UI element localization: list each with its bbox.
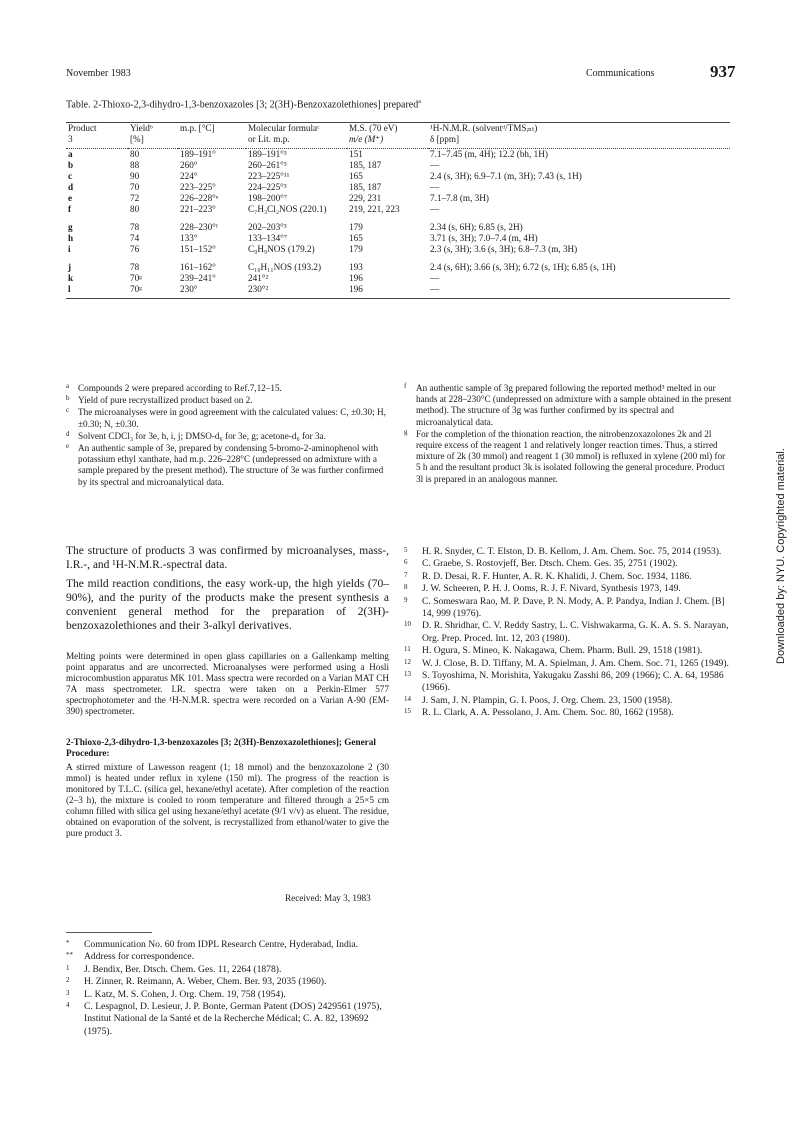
reference-item-mark: 10 [404, 620, 411, 629]
reference-item [404, 620, 732, 645]
col-header-formula: Molecular formulaᶜ or Lit. m.p. [246, 123, 347, 149]
page-number: 937 [710, 62, 736, 81]
cell-nmr: 2.3 (s, 3H); 3.6 (s, 3H); 6.8–7.3 (m, 3H) [430, 244, 578, 254]
table-footnote-mark: g [404, 427, 408, 436]
table-footnote [404, 383, 732, 428]
reference-item-text: R. D. Desai, R. F. Hunter, A. R. K. Khalidi, J. Chem. Soc. 1934, 1186. [422, 570, 692, 582]
footnote-item-mark: 3 [66, 988, 70, 997]
reference-item [404, 670, 732, 695]
cell-ms: 196 [349, 273, 363, 283]
cell-nmr: 2.34 (s, 6H); 6.85 (s, 2H) [430, 222, 523, 232]
paragraph-structure: The structure of products 3 was confirmed by microanalyses, mass-, I.R.-, and ¹H-N.M.R.-spectral data. [66, 545, 389, 571]
paragraph-conclusion: The mild reaction conditions, the easy work-up, the high yields (70–90%), and the purity of the products make the present synthesis a convenient general method for the preparation of 2(3H)-benzoxazolethiones and their 3-alkyl derivatives. [66, 578, 389, 632]
cell-ms: 165 [349, 171, 363, 181]
col-header-ms: M.S. (70 eV) m/e (M⁺) [347, 123, 428, 149]
reference-item-text: R. L. Clark, A. A. Pessolano, J. Am. Chem. Soc. 80, 1662 (1958). [422, 707, 674, 719]
cell-lit: C₉H₉NOS (179.2) [248, 244, 315, 254]
footnote-item-text: L. Katz, M. S. Cohen, J. Org. Chem. 19, 758 (1954). [84, 988, 286, 1000]
cell-nmr: — [428, 284, 730, 299]
table-footnote-text: Yield of pure recrystallized product based on 2. [78, 395, 253, 406]
cell-lit: 223–225°¹¹ [248, 171, 290, 181]
reference-item-mark: 6 [404, 558, 408, 567]
reference-item-text: H. Ogura, S. Mineo, K. Nakagawa, Chem. Pharm. Bull. 29, 1518 (1981). [422, 645, 703, 657]
table-row [66, 255, 730, 273]
cell-product: d [68, 182, 74, 192]
cell-product: h [68, 233, 74, 243]
cell-ms: 179 [349, 244, 363, 254]
cell-yield: 78 [130, 222, 140, 232]
cell-ms: 229, 231 [349, 193, 382, 203]
cell-nmr: 3.71 (s, 3H); 7.0–7.4 (m, 4H) [430, 233, 538, 243]
footnote-item [66, 1001, 388, 1038]
footnote-item-mark: 2 [66, 976, 70, 985]
table-row [66, 233, 730, 244]
cell-yield: 72 [130, 193, 140, 203]
footnote-item-text: C. Lespagnol, D. Lesieur, J. P. Bonte, German Patent (DOS) 2429561 (1975), Institut National de la Santé et de la Recherche Médical; C. A. 82, 139692 (1975). [84, 1001, 382, 1037]
cell-mp: 223–225° [180, 182, 216, 192]
cell-lit: 202–203°³ [248, 222, 287, 232]
cell-yield: 78 [130, 262, 140, 272]
table-row [66, 273, 730, 284]
cell-lit: 241°² [248, 273, 269, 283]
cell-product: g [68, 222, 73, 232]
cell-lit: C₁₀H₁₁NOS (193.2) [248, 262, 322, 272]
reference-item [404, 645, 732, 657]
table-footnote-mark: b [66, 394, 70, 403]
reference-item-mark: 7 [404, 570, 408, 579]
cell-nmr: 7.1–7.8 (m, 3H) [430, 193, 489, 203]
table-footnote [66, 407, 388, 429]
cell-product: f [68, 204, 72, 214]
reference-item-text: J. Sam, J. N. Plampin, G. I. Poos, J. Org. Chem. 23, 1500 (1958). [422, 694, 673, 706]
cell-nmr: — [430, 273, 440, 283]
cell-ms: 165 [349, 233, 363, 243]
reference-item-text: D. R. Shridhar, C. V. Reddy Sastry, L. C. Vishwakarma, G. K. A. S. S. Narayan, Org. Prep. Proced. Int. 12, 203 (1980). [422, 620, 729, 644]
reference-item-mark: 9 [404, 595, 408, 604]
table-footnote-mark: f [404, 382, 407, 390]
table-caption-text: Table. 2-Thioxo-2,3-dihydro-1,3-benzoxazoles [3; 2(3H)-Benzoxazolethiones] prepared [66, 99, 419, 111]
footnote-item-mark: * [66, 939, 70, 947]
table-footnote-text: An authentic sample of 3g prepared following the reported method³ melted in our hands at 228–230°C (undepressed on admixture with a sample obtained in the present method). The structure of 3g was further confirmed by its spectral and microanalytical data. [416, 383, 732, 427]
footnote-item-text: Address for correspondence. [84, 951, 195, 963]
cell-ms: 219, 221, 223 [349, 204, 400, 214]
reference-item-mark: 5 [404, 546, 408, 554]
cell-mp: 151–152° [180, 244, 216, 254]
reference-item [404, 695, 732, 707]
table-row [66, 215, 730, 233]
cell-lit: 189–191°³ [248, 149, 287, 159]
reference-item-mark: 12 [404, 657, 411, 666]
cell-ms: 185, 187 [349, 182, 382, 192]
reference-item-mark: 8 [404, 583, 408, 592]
footnote-item [66, 939, 388, 951]
cell-product: k [68, 273, 74, 283]
table-footnote-text: An authentic sample of 3e, prepared by condensing 5-bromo-2-aminophenol with potassium ethyl xanthate, had m.p. 226–228°C (undepressed on admixture with a sample prepared by the present method). The structure of 3e was further confirmed by its spectral and microanalytical data. [78, 443, 384, 487]
cell-yield: 70ᵍ [130, 273, 142, 283]
footnote-item-text: H. Zinner, R. Reimann, A. Weber, Chem. Ber. 93, 2035 (1960). [84, 976, 327, 988]
header-section: Communications [586, 68, 655, 79]
col-header-yield: Yieldᵇ [%] [128, 123, 178, 149]
reference-item-text: C. Someswara Rao, M. P. Dave, P. N. Mody, A. P. Pandya, Indian J. Chem. [B] 14, 999 (1976). [422, 595, 725, 620]
cell-yield: 76 [130, 244, 140, 254]
table-caption-mark: a [418, 99, 421, 105]
cell-lit: 224–225°³ [248, 182, 287, 192]
footnote-item-mark: 4 [66, 1001, 70, 1010]
cell-ms: 196 [347, 284, 428, 299]
cell-yield: 90 [130, 171, 140, 181]
cell-ms: 185, 187 [349, 160, 382, 170]
footnote-item-text: J. Bendix, Ber. Dtsch. Chem. Ges. 11, 2264 (1878). [84, 963, 282, 975]
cell-lit: 198–200°⁷ [248, 193, 288, 203]
cell-mp: 230° [178, 284, 246, 299]
cell-lit: 260–261°³ [248, 160, 287, 170]
cell-nmr: 2.4 (s, 6H); 3.66 (s, 3H); 6.72 (s, 1H); 6.85 (s, 1H) [430, 262, 616, 272]
reference-item-mark: 11 [404, 645, 411, 654]
reference-item-mark: 13 [404, 670, 411, 679]
footnote-item-mark: 1 [66, 963, 70, 972]
table-footnote-text: Compounds 2 were prepared according to Ref.7,12–15. [78, 383, 282, 393]
cell-mp: 239–241° [180, 273, 216, 283]
cell-mp: 260° [180, 160, 198, 170]
table-footnote [404, 429, 732, 485]
table-row [66, 160, 730, 171]
reference-item [404, 571, 732, 583]
table-row [66, 244, 730, 255]
reference-item-text: H. R. Snyder, C. T. Elston, D. B. Kellom, J. Am. Chem. Soc. 75, 2014 (1953). [422, 546, 722, 557]
footnote-item-mark: ** [66, 951, 73, 960]
cell-nmr: 2.4 (s, 3H); 6.9–7.1 (m, 3H); 7.43 (s, 1H) [430, 171, 582, 181]
reference-item [404, 546, 732, 558]
cell-mp: 224° [180, 171, 198, 181]
table-footnote-mark: a [66, 382, 70, 390]
reference-item-text: C. Graebe, S. Rostovjeff, Ber. Dtsch. Chem. Ges. 35, 2751 (1902). [422, 558, 678, 570]
reference-item [404, 658, 732, 670]
footnote-item-text: Communication No. 60 from IDPL Research Centre, Hyderabad, India. [84, 939, 359, 950]
cell-lit: 133–134°⁷ [248, 233, 288, 243]
table-footnote [66, 443, 388, 488]
download-watermark: Downloaded by: NYU. Copyrighted material. [775, 448, 787, 664]
cell-yield: 74 [130, 233, 140, 243]
cell-yield: 80 [130, 149, 140, 159]
table-row [66, 193, 730, 204]
references-right [404, 546, 732, 720]
cell-product: l [66, 284, 128, 299]
cell-nmr: — [430, 204, 440, 214]
cell-product: b [68, 160, 74, 170]
cell-product: i [68, 244, 71, 254]
table-footnote-text: Solvent CDCl₃ for 3e, h, i, j; DMSO-d₆ for 3e, g; acetone-d₆ for 3a. [78, 430, 326, 441]
reference-item-mark: 15 [404, 707, 411, 716]
table-row [66, 171, 730, 182]
table-row [66, 284, 730, 299]
footnote-item [66, 951, 388, 963]
footnote-divider [66, 932, 152, 933]
table-row [66, 149, 730, 161]
footnote-item [66, 989, 388, 1001]
cell-product: a [68, 149, 73, 159]
table-footnote-text: For the completion of the thionation reaction, the nitrobenzoxazolones 2k and 2l require excess of the reagent 1 and relatively longer reaction times. Thus, a stirred mixture of 2k (30 mmol) and reagent 1 (30 mmol) is refluxed in xylene (200 ml) for 5 h and the resultant product 3k is isolated following the general procedure. Product 3l is prepared in an analogous manner. [416, 428, 726, 484]
cell-ms: 151 [349, 149, 363, 159]
reference-item-text: J. W. Scheeren, P. H. J. Ooms, R. J. F. Nivard, Synthesis 1973, 149. [422, 583, 681, 595]
cell-lit: 230°² [246, 284, 347, 299]
procedure-title: 2-Thioxo-2,3-dihydro-1,3-benzoxazoles [3; 2(3H)-Benzoxazolethiones]; General Procedure: [66, 737, 376, 758]
col-header-product: Product 3 [66, 123, 128, 149]
table-footnote [66, 383, 388, 394]
table-row [66, 182, 730, 193]
reference-item [404, 596, 732, 621]
reference-item-mark: 14 [404, 694, 411, 703]
cell-product: j [68, 262, 72, 272]
bottom-notes [66, 939, 388, 1038]
footnote-item [66, 964, 388, 976]
reference-item [404, 558, 732, 570]
footnote-item [66, 976, 388, 988]
cell-mp: 228–230°ᶠ [180, 222, 218, 232]
paragraph-procedure: A stirred mixture of Lawesson reagent (1; 18 mmol) and the benzoxazolone 2 (30 mmol) is heated under reflux in xylene (150 ml). The progress of the reaction is monitored by T.L.C. (silica gel, hexane/ethyl acetate). After completion of the reaction (2–3 h), the mixture is cooled to room temperature and filtered through a 25×5 cm column filled with silica gel using hexane/ethyl acetate (9/1 v/v) as eluent. The residue, obtained on evaporation of the solvent, is recrystallized from ethanol/water to give the pure product 3. [66, 762, 389, 838]
received-date: Received: May 3, 1983 [285, 893, 371, 903]
table-footnotes-left [66, 383, 388, 489]
cell-yield: 80 [130, 204, 140, 214]
cell-ms: 179 [349, 222, 363, 232]
cell-mp: 226–228°ᵉ [180, 193, 219, 203]
table-footnote-text: The microanalyses were in good agreement with the calculated values: C, ±0.30; H, ±0.30; N, ±0.30. [78, 407, 386, 429]
reference-item [404, 707, 732, 719]
table-caption [66, 99, 421, 110]
cell-yield: 88 [130, 160, 140, 170]
table-footnote-mark: d [66, 429, 70, 438]
cell-nmr: — [430, 182, 440, 192]
header-date: November 1983 [66, 68, 131, 79]
table-footnote [66, 395, 388, 406]
paragraph-experimental: Melting points were determined in open glass capillaries on a Gallenkamp melting point apparatus and are uncorrected. Microanalyses were performed using a Hosli microcombustion apparatus MK 101. Mass spectra were recorded on a Varian MAT CH 7A mass spectrometer. I.R. spectra were taken on a Perkin-Elmer 577 spectrophotometer and the ¹H-N.M.R. spectra were recorded on a Varian A-90 (EM-390) spectrometer. [66, 651, 389, 716]
col-header-mp: m.p. [°C] [178, 123, 246, 149]
table-footnotes-right [404, 383, 732, 486]
reference-item-text: W. J. Close, B. D. Tiffany, M. A. Spielman, J. Am. Chem. Soc. 71, 1265 (1949). [422, 657, 729, 669]
cell-product: e [68, 193, 73, 203]
cell-mp: 189–191° [180, 149, 216, 159]
cell-ms: 193 [349, 262, 363, 272]
table-footnote [66, 431, 388, 442]
cell-nmr: 7.1–7.45 (m, 4H); 12.2 (bh, 1H) [430, 149, 548, 159]
table-footnote-mark: c [66, 406, 70, 415]
table-footnote-mark: e [66, 442, 70, 451]
reference-item-text: S. Toyoshima, N. Morishita, Yakugaku Zasshi 86, 209 (1966); C. A. 64, 19586 (1966). [422, 670, 724, 694]
table-header-row [66, 123, 730, 149]
cell-lit: C₇H₃Cl₂NOS (220.1) [248, 204, 327, 214]
cell-mp: 133° [180, 233, 198, 243]
cell-product: c [68, 171, 73, 181]
cell-mp: 221–223° [180, 204, 216, 214]
cell-mp: 161–162° [180, 262, 216, 272]
reference-item [404, 583, 732, 595]
cell-nmr: — [430, 160, 440, 170]
data-table [66, 122, 730, 299]
col-header-nmr: ¹H-N.M.R. (solventᵈ/TMSᵢₙₜ) δ [ppm] [428, 123, 730, 149]
table-row [66, 204, 730, 215]
cell-yield: 70 [130, 182, 140, 192]
cell-yield: 70ᵍ [128, 284, 178, 299]
